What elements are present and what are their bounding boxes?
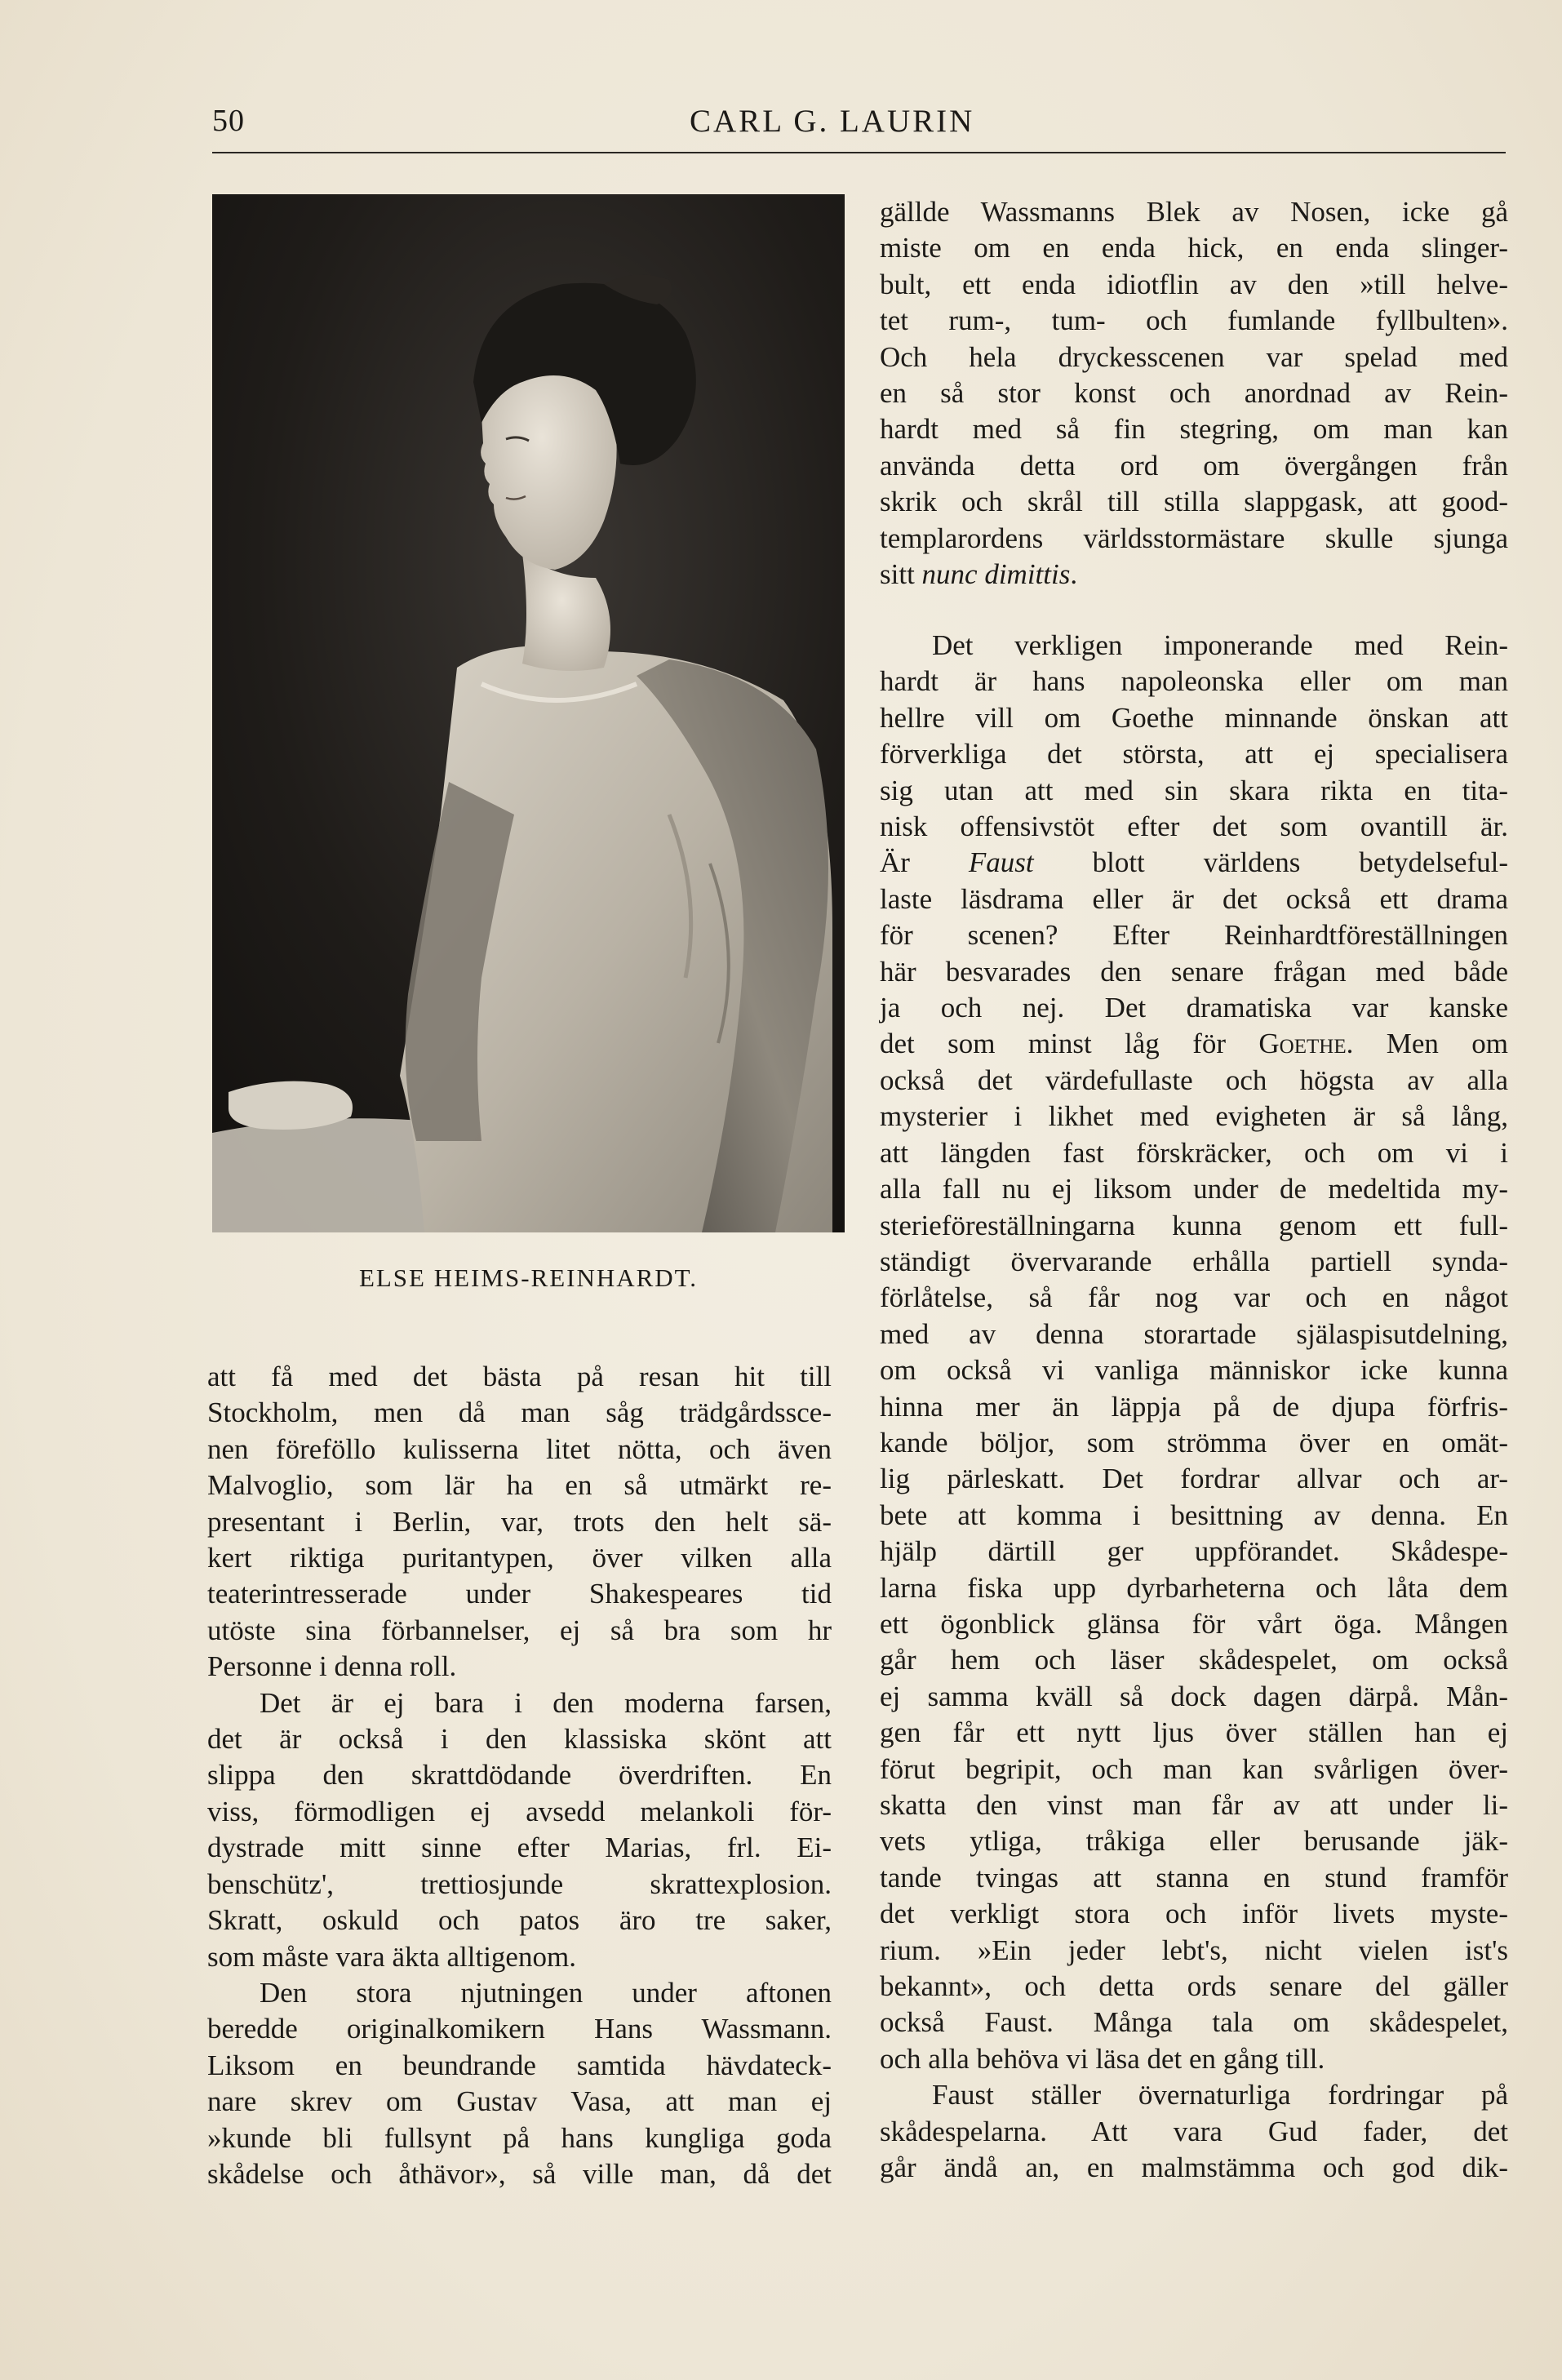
text-line: tet rum-, tum- och fumlande fyllbulten».: [880, 304, 1508, 337]
text-line: teaterintresserade under Shakespeares tid: [207, 1578, 832, 1610]
text-line: det verkligt stora och inför livets myste-: [880, 1898, 1508, 1930]
text-line: för scenen? Efter Reinhardtföreställningen: [880, 919, 1508, 952]
paragraph-first-line: Den stora njutningen under aftonen: [260, 1976, 832, 2009]
text-line: alla fall nu ej liksom under de medeltida my-: [880, 1173, 1508, 1206]
text-line: [880, 845, 1508, 881]
author-name: Goethe: [1258, 1028, 1347, 1060]
paragraph-first-line: Faust ställer övernaturliga fordringar på: [932, 2079, 1508, 2111]
text-line: nen föreföllo kulisserna litet nötta, och även: [207, 1432, 832, 1465]
text-line: [880, 1026, 1508, 1062]
text-line: en så stor konst och anordnad av Rein-: [880, 377, 1508, 410]
page-number: 50: [212, 104, 245, 138]
portrait-photo: [212, 194, 845, 1232]
text-fragment: blott världens betydelseful-: [1033, 846, 1508, 879]
running-head: [212, 96, 1506, 153]
text-line: hardt är hans napoleonska eller om man: [880, 665, 1508, 698]
text-line: rium. »Ein jeder lebt's, nicht vielen ist's: [880, 1934, 1508, 1966]
text-line: ett ögonblick glänsa för vårt öga. Mången: [880, 1607, 1508, 1640]
text-line: skatta den vinst man får av att under li-: [880, 1789, 1508, 1821]
text-line: dystrade mitt sinne efter Marias, frl. Ei-: [207, 1832, 832, 1864]
text-line: hjälp därtill ger uppförandet. Skådespe-: [880, 1535, 1508, 1568]
text-line: också Faust. Många tala om skådespelet,: [880, 2006, 1508, 2039]
text-line: kande böljor, som strömma över en omät-: [880, 1426, 1508, 1459]
text-fragment: Är: [880, 846, 969, 879]
latin-phrase: nunc dimittis: [921, 558, 1071, 591]
photo-caption: ELSE HEIMS-REINHARDT.: [358, 1263, 699, 1292]
text-line: beredde originalkomikern Hans Wassmann.: [207, 2013, 832, 2045]
text-line: nare skrev om Gustav Vasa, att man ej: [207, 2085, 832, 2118]
text-line: bekannt», och detta ords senare del gäller: [880, 1970, 1508, 2003]
text-line: mysterier i likhet med evigheten är så lång,: [880, 1100, 1508, 1133]
text-line: hardt med så fin stegring, om man kan: [880, 413, 1508, 446]
text-line: slippa den skrattdödande överdriften. En: [207, 1759, 832, 1792]
text-line: tande tvingas att stanna en stund framför: [880, 1861, 1508, 1894]
text-line: använda detta ord om övergången från: [880, 449, 1508, 482]
text-line: och alla behöva vi läsa det en gång till.: [880, 2042, 1325, 2075]
text-line: larna fiska upp dyrbarheterna och låta dem: [880, 1571, 1508, 1604]
text-line: »kunde bli fullsynt på hans kungliga goda: [207, 2121, 832, 2154]
text-line: presentant i Berlin, var, trots den helt sä-: [207, 1505, 832, 1538]
text-line: templarordens världsstormästare skulle sjunga: [880, 522, 1508, 554]
text-line: bult, ett enda idiotflin av den »till helve-: [880, 268, 1508, 300]
text-line: vets ytliga, tråkiga eller berusande jäk-: [880, 1825, 1508, 1858]
text-line: det är också i den klassiska skönt att: [207, 1723, 832, 1756]
text-fragment: .: [1070, 558, 1078, 591]
text-line: att få med det bästa på resan hit till: [207, 1361, 832, 1392]
running-head-title: CARL G. LAURIN: [690, 104, 975, 139]
text-line: miste om en enda hick, en enda slinger-: [880, 232, 1508, 264]
text-fragment: . Men om: [1346, 1028, 1508, 1060]
portrait-photo-image: [212, 194, 845, 1232]
text-line: Malvoglio, som lär ha en så utmärkt re-: [207, 1469, 832, 1502]
text-line: benschütz', trettiosjunde skrattexplosion.: [207, 1867, 832, 1900]
text-line: om också vi vanliga människor icke kunna: [880, 1354, 1508, 1387]
text-line: Liksom en beundrande samtida hävdateck-: [207, 2049, 832, 2081]
text-line: sig utan att med sin skara rikta en tita-: [880, 774, 1508, 806]
text-line: ej samma kväll så dock dagen därpå. Mån-: [880, 1680, 1508, 1712]
text-line: här besvarades den senare frågan med både: [880, 955, 1508, 988]
header-rule: [212, 152, 1506, 153]
text-line: förverkliga det största, att ej specialisera: [880, 738, 1508, 770]
text-line: utöste sina förbannelser, ej så bra som hr: [207, 1614, 832, 1646]
text-line: som måste vara äkta alltigenom.: [207, 1940, 576, 1973]
text-line: bete att komma i besittning av denna. En: [880, 1499, 1508, 1531]
right-column-top: [880, 194, 1508, 593]
left-column-body: [207, 1359, 832, 2192]
text-fragment: sitt: [880, 558, 922, 591]
text-line: Personne i denna roll.: [207, 1650, 457, 1683]
text-line: att längden fast förskräcker, och om vi i: [880, 1136, 1508, 1169]
text-line: gen får ett nytt ljus över ställen han ej: [880, 1716, 1508, 1749]
text-line: Och hela dryckesscenen var spelad med: [880, 340, 1508, 373]
text-line: också det värdefullaste och högsta av alla: [880, 1063, 1508, 1096]
text-line: ständigt övervarande erhålla partiell synda-: [880, 1245, 1508, 1277]
paragraph-first-line: Det är ej bara i den moderna farsen,: [260, 1686, 832, 1719]
text-line: laste läsdrama eller är det också ett drama: [880, 882, 1508, 915]
text-fragment: det som minst låg för: [880, 1028, 1259, 1060]
text-line: kert riktiga puritantypen, över vilken alla: [207, 1542, 832, 1574]
text-line: hinna mer än läppja på de djupa förfris-: [880, 1390, 1508, 1423]
text-line: ja och nej. Det dramatiska var kanske: [880, 992, 1508, 1024]
text-line: skrik och skrål till stilla slappgask, att good-: [880, 486, 1508, 518]
text-line: går hem och läser skådespelet, om också: [880, 1644, 1508, 1676]
text-line: Stockholm, men då man såg trädgårdssce-: [207, 1396, 832, 1429]
text-line: skådelse och åthävor», så ville man, då det: [207, 2157, 832, 2190]
text-line: gällde Wassmanns Blek av Nosen, icke gå: [880, 196, 1508, 228]
text-line: Skratt, oskuld och patos äro tre saker,: [207, 1904, 832, 1937]
paragraph-first-line: Det verkligen imponerande med Rein-: [932, 629, 1508, 661]
text-line: förut begripit, och man kan svårligen över-: [880, 1752, 1508, 1785]
text-line: nisk offensivstöt efter det som ovantill är.: [880, 810, 1508, 843]
right-column-body: [880, 628, 1508, 2186]
work-title: Faust: [968, 846, 1034, 879]
text-line: lig pärleskatt. Det fordrar allvar och ar-: [880, 1463, 1508, 1495]
text-line: viss, förmodligen ej avsedd melankoli för-: [207, 1795, 832, 1827]
text-line: [880, 557, 1508, 593]
text-line: sterieföreställningarna kunna genom ett full-: [880, 1209, 1508, 1241]
text-line: förlåtelse, så får nog var och en något: [880, 1281, 1508, 1314]
text-line: skådespelarna. Att vara Gud fader, det: [880, 2115, 1508, 2147]
text-line: hellre vill om Goethe minnande önskan att: [880, 701, 1508, 734]
text-line: går ändå an, en malmstämma och god dik-: [880, 2151, 1508, 2184]
text-line: med av denna storartade själaspisutdelning,: [880, 1317, 1508, 1350]
